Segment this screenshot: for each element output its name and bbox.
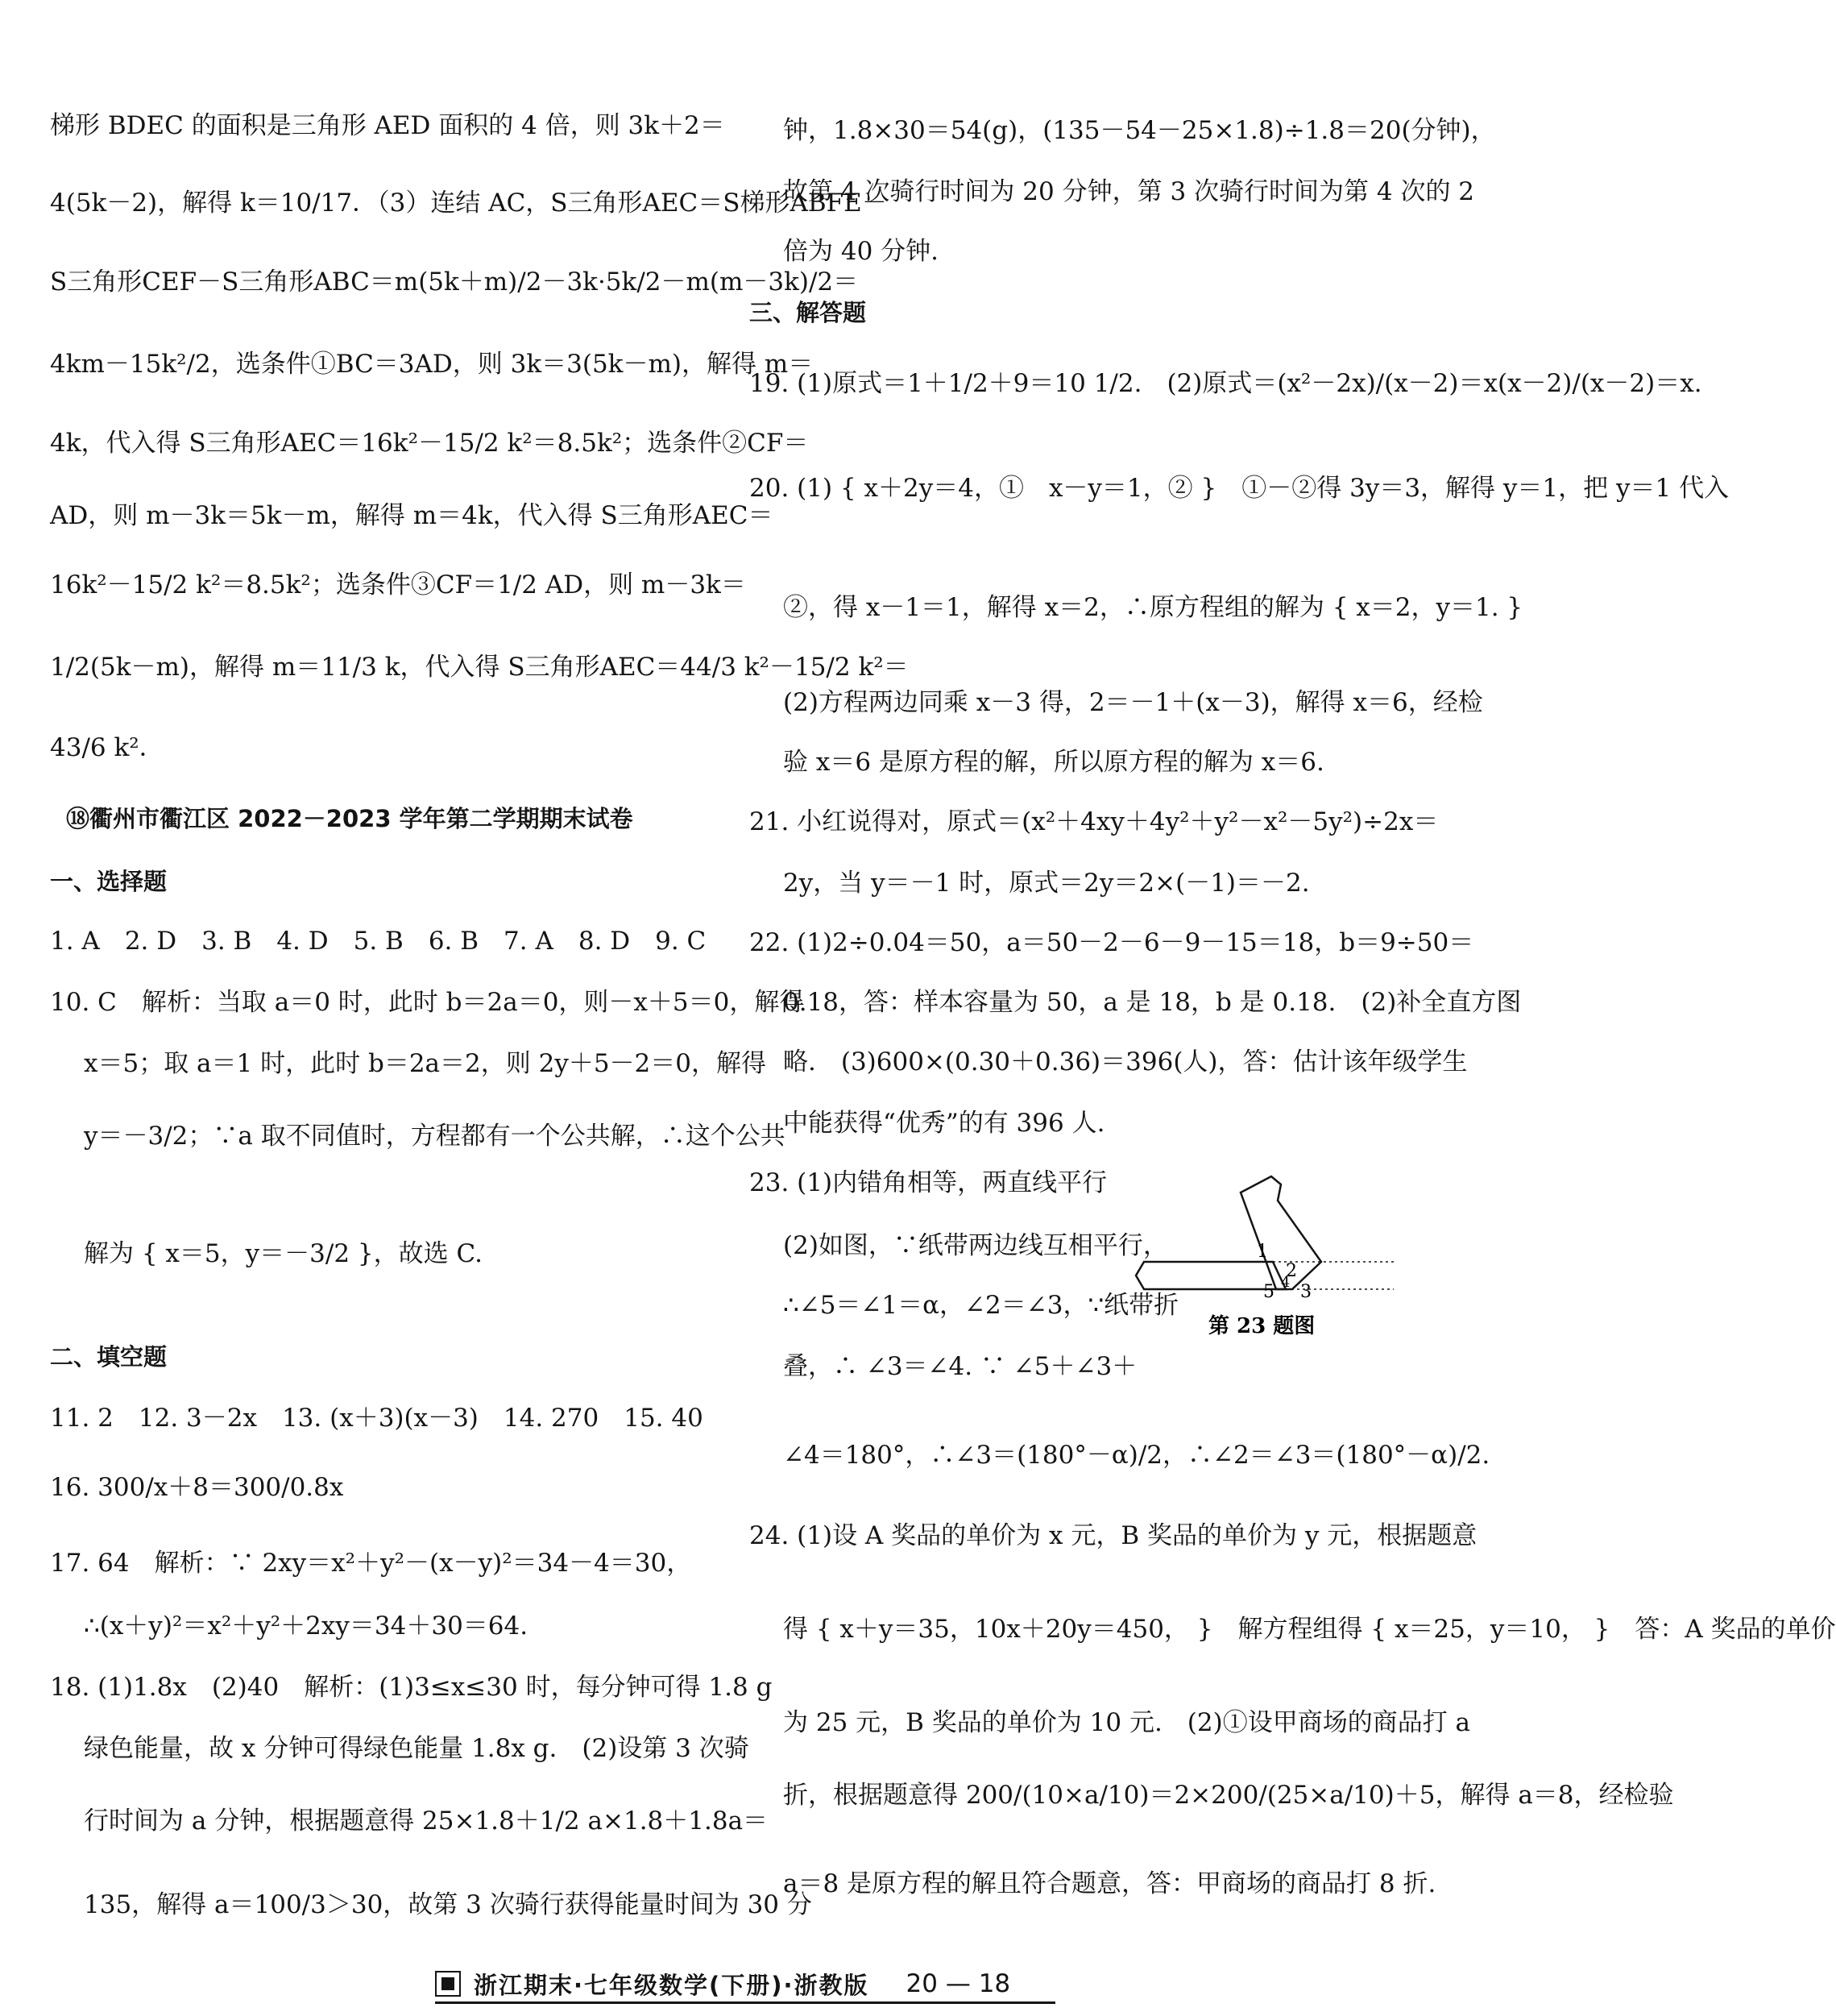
text-line: 4k，代入得 S三角形AEC＝16k²－15/2 k²＝8.5k²；选条件②CF＝ [50,429,809,458]
angle-label: 2 [1286,1261,1297,1281]
answer-line: 1. A 2. D 3. B 4. D 5. B 6. B 7. A 8. D 9. C [50,927,707,956]
folded-paper-strip-figure [1128,1168,1394,1346]
text-line: 135，解得 a＝100/3＞30，故第 3 次骑行获得能量时间为 30 分 [84,1890,812,1919]
text-line: AD，则 m－3k＝5k－m，解得 m＝4k，代入得 S三角形AEC＝ [50,501,773,530]
page-footer [435,1966,1055,2004]
exam-heading: ⑱衢州市衢江区 2022－2023 学年第二学期期末试卷 [66,805,633,832]
answer-line: 24. (1)设 A 奖品的单价为 x 元，B 奖品的单价为 y 元，根据题意 [749,1521,1478,1550]
logo-mark-icon [435,1971,461,1997]
text-line: 绿色能量，故 x 分钟可得绿色能量 1.8x g. (2)设第 3 次骑 [84,1734,749,1763]
text-line: 2y，当 y＝－1 时，原式＝2y＝2×(－1)＝－2. [783,869,1310,898]
angle-label: 3 [1300,1282,1312,1302]
text-line: 4(5k－2)，解得 k＝10/17．（3）连结 AC，S三角形AEC＝S梯形ABFE－ [50,189,887,218]
answer-line: 11. 2 12. 3－2x 13. (x＋3)(x－3) 14. 270 15. 40 [50,1404,703,1433]
text-line: ∠4＝180°，∴∠3＝(180°－α)/2，∴∠2＝∠3＝(180°－α)/2. [783,1441,1490,1470]
text-line: x＝5；取 a＝1 时，此时 b＝2a＝2，则 2y＋5－2＝0，解得 [84,1049,767,1078]
text-line: 得 { x＋y＝35，10x＋20y＝450， } 解方程组得 { x＝25，y＝10， } 答：A 奖品的单价 [783,1615,1836,1644]
text-line: 1/2(5k－m)，解得 m＝11/3 k，代入得 S三角形AEC＝44/3 k²－15/2 k²＝ [50,653,909,682]
section-heading: 二、填空题 [50,1343,168,1371]
text-line: ∴(x＋y)²＝x²＋y²＋2xy＝34＋30＝64. [84,1612,528,1641]
page-number: 20 — 18 [906,1969,1011,1998]
answer-line: 17. 64 解析：∵ 2xy＝x²＋y²－(x－y)²＝34－4＝30， [50,1549,692,1578]
angle-label: 4 [1281,1274,1291,1291]
figure-diagram [1128,1168,1394,1346]
strip-folded-part [1241,1176,1321,1289]
text-line: a＝8 是原方程的解且符合题意，答：甲商场的商品打 8 折. [783,1869,1436,1898]
answer-line: 16. 300/x＋8＝300/0.8x [50,1473,344,1502]
text-line: 中能获得“优秀”的有 396 人. [783,1109,1105,1138]
text-line: 0.18，答：样本容量为 50，a 是 18，b 是 0.18. (2)补全直方图 [783,988,1522,1017]
text-line: 叠，∴ ∠3＝∠4. ∵ ∠5＋∠3＋ [783,1352,1138,1381]
answer-line: 18. (1)1.8x (2)40 解析：(1)3≤x≤30 时，每分钟可得 1.8 g [50,1673,773,1702]
text-line: 16k²－15/2 k²＝8.5k²；选条件③CF＝1/2 AD，则 m－3k＝ [50,570,746,599]
text-line: 验 x＝6 是原方程的解，所以原方程的解为 x＝6. [783,748,1324,777]
answer-line: 21. 小红说得对，原式＝(x²＋4xy＋4y²＋y²－x²－5y²)÷2x＝ [749,807,1439,836]
text-line: 略. (3)600×(0.30＋0.36)＝396(人)，答：估计该年级学生 [783,1047,1468,1076]
angle-label: 1 [1257,1242,1268,1262]
text-line: 4km－15k²/2，选条件①BC＝3AD，则 3k＝3(5k－m)，解得 m＝ [50,350,814,379]
text-line: 故第 4 次骑行时间为 20 分钟，第 3 次骑行时间为第 4 次的 2 [783,177,1475,206]
text-line: 解为 { x＝5，y＝－3/2 }，故选 C. [84,1239,483,1268]
text-line: 折，根据题意得 200/(10×a/10)＝2×200/(25×a/10)＋5，解得 a＝8，经检验 [783,1781,1674,1810]
text-line: 43/6 k²． [50,733,164,762]
answer-line: 19. (1)原式＝1＋1/2＋9＝10 1/2. (2)原式＝(x²－2x)/(x－2)＝x(x－2)/(x－2)＝x. [749,369,1702,398]
figure-caption: 第 23 题图 [1208,1314,1316,1338]
angle-label: 5 [1263,1282,1274,1302]
text-line: 梯形 BDEC 的面积是三角形 AED 面积的 4 倍，则 3k＋2＝ [50,111,725,140]
answer-line: 20. (1) { x＋2y＝4，① x－y＝1，② } ①－②得 3y＝3，解得 y＝1，把 y＝1 代入 [749,474,1730,503]
text-line: y＝－3/2；∵a 取不同值时，方程都有一个公共解，∴这个公共 [84,1122,785,1151]
text-line: 为 25 元，B 奖品的单价为 10 元. (2)①设甲商场的商品打 a [783,1708,1471,1737]
text-line: ∴∠5＝∠1＝α，∠2＝∠3，∵纸带折 [783,1291,1179,1320]
text-line: 钟，1.8×30＝54(g)，(135－54－25×1.8)÷1.8＝20(分钟)， [783,116,1496,145]
answer-line: 23. (1)内错角相等，两直线平行 [749,1168,1108,1197]
text-line: ②，得 x－1＝1，解得 x＝2，∴原方程组的解为 { x＝2，y＝1. } [783,593,1523,622]
text-line: 行时间为 a 分钟，根据题意得 25×1.8＋1/2 a×1.8＋1.8a＝ [84,1807,769,1836]
section-heading: 一、选择题 [50,868,168,895]
footer-title: 浙江期末·七年级数学(下册)·浙教版 [474,1971,869,1999]
section-heading: 三、解答题 [749,299,867,326]
text-line: (2)方程两边同乘 x－3 得，2＝－1＋(x－3)，解得 x＝6，经检 [783,688,1483,717]
answer-line: 10. C 解析：当取 a＝0 时，此时 b＝2a＝0，则－x＋5＝0，解得 [50,988,805,1017]
text-line: (2)如图，∵纸带两边线互相平行， [783,1231,1168,1260]
text-line: S三角形CEF－S三角形ABC＝m(5k＋m)/2－3k·5k/2－m(m－3k)/2＝ [50,268,859,297]
answer-line: 22. (1)2÷0.04＝50，a＝50－2－6－9－15＝18，b＝9÷50＝ [749,928,1474,957]
text-line: 倍为 40 分钟. [783,237,939,266]
